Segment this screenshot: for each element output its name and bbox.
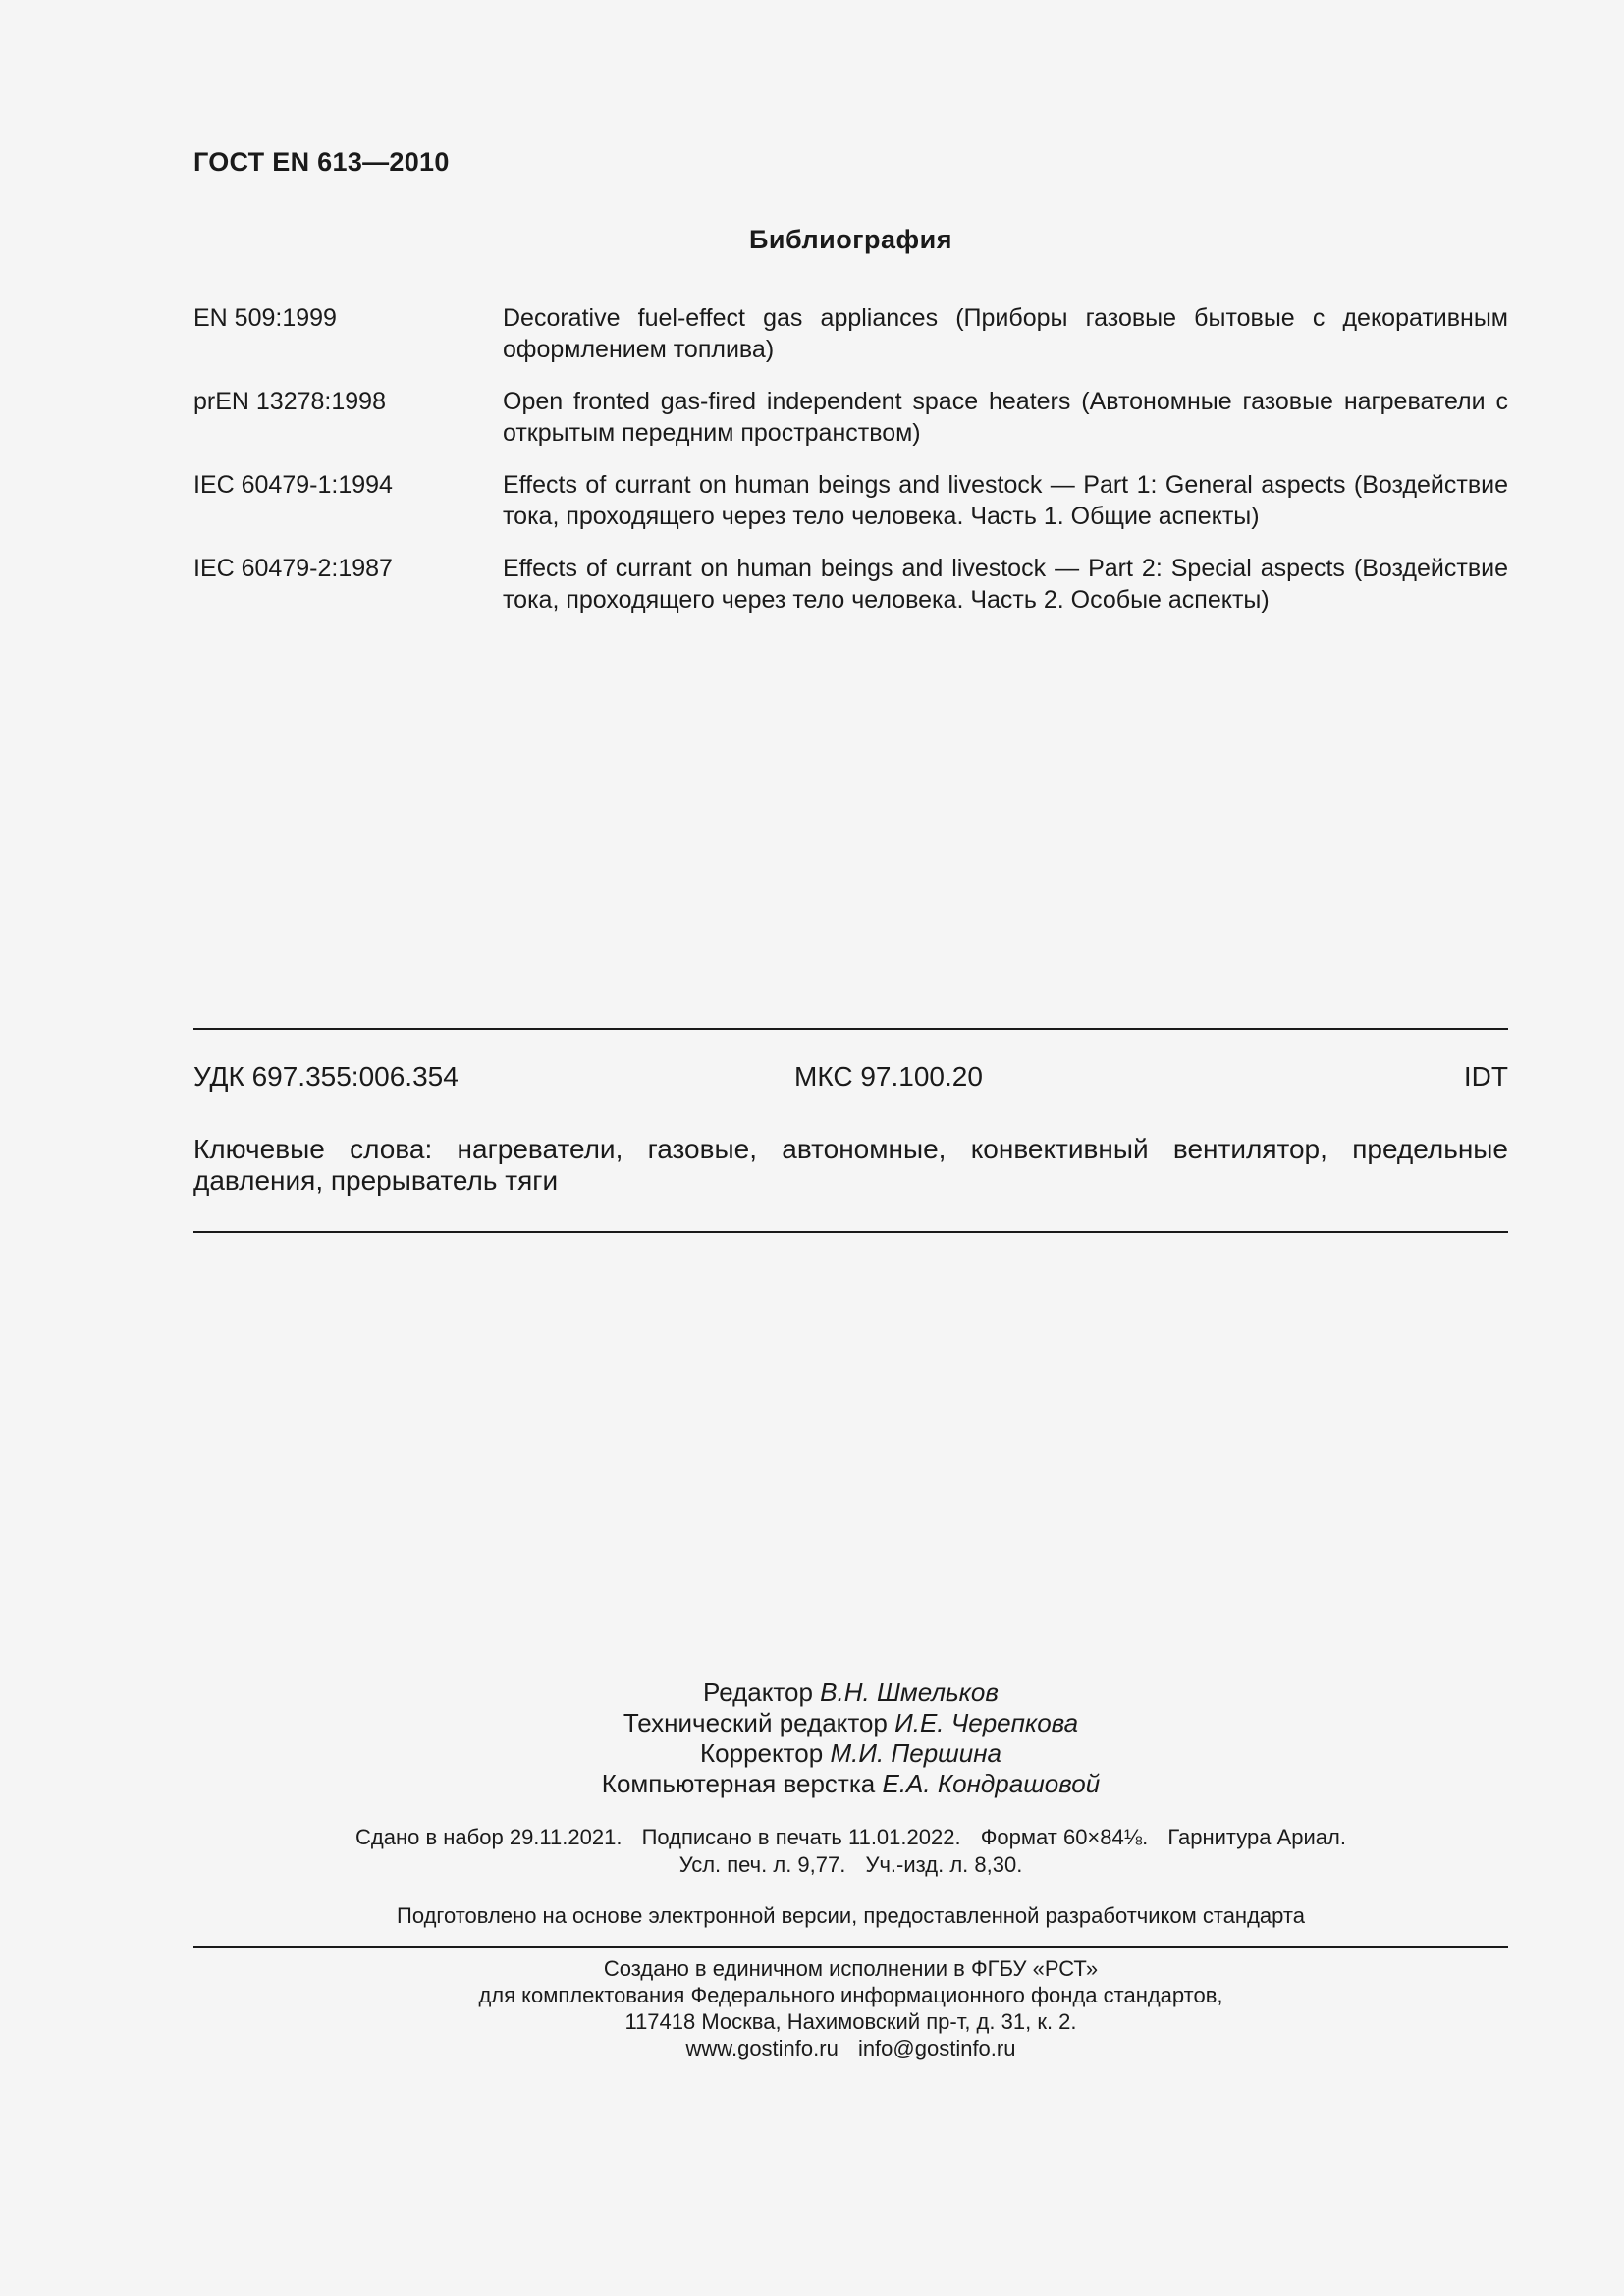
credit-role: Технический редактор xyxy=(623,1708,888,1737)
credit-role: Корректор xyxy=(700,1738,824,1768)
bibliography-code: IEC 60479-1:1994 xyxy=(193,471,393,499)
classification-row xyxy=(193,1060,1508,1094)
imprint-format: Формат 60×84⅛. xyxy=(980,1825,1149,1849)
imprint-block xyxy=(193,1824,1508,1879)
keywords-bottom-rule xyxy=(193,1231,1508,1233)
bibliography-code: IEC 60479-2:1987 xyxy=(193,555,393,582)
bibliography-entry-title: Open fronted gas-fired independent space heaters (Автономные газовые нагреватели с открытым передним пространством) xyxy=(503,388,1508,447)
imprint-print-sheets: Усл. печ. л. 9,77. xyxy=(678,1852,846,1877)
bibliography-code: prEN 13278:1998 xyxy=(193,388,386,415)
prepared-note: Подготовлено на основе электронной версии, предоставленной разработчиком стандарта xyxy=(397,1903,1305,1928)
imprint-submitted: Сдано в набор 29.11.2021. xyxy=(355,1825,623,1849)
bibliography-code: EN 509:1999 xyxy=(193,304,337,332)
document-code: ГОСТ EN 613—2010 xyxy=(193,147,450,177)
keywords: Ключевые слова: нагреватели, газовые, автономные, конвективный вентилятор, предельные давления, прерыватель тяги xyxy=(193,1134,1508,1196)
credit-line xyxy=(193,1769,1508,1799)
footer-website-link[interactable]: www.gostinfo.ru xyxy=(685,2036,839,2060)
imprint-font: Гарнитура Ариал. xyxy=(1167,1825,1346,1849)
bibliography-entry-title: Effects of currant on human beings and livestock — Part 2: Special aspects (Воздействие тока, проходящего через тело человека. Часть 2. Особые аспекты) xyxy=(503,555,1508,614)
footer-contacts xyxy=(193,2035,1508,2061)
imprint-publ-sheets: Уч.-изд. л. 8,30. xyxy=(865,1852,1023,1877)
credits-block xyxy=(193,1678,1508,1799)
credit-name: В.Н. Шмельков xyxy=(820,1678,999,1707)
bibliography-entry xyxy=(193,302,1508,365)
bibliography-entry xyxy=(193,469,1508,532)
imprint-line xyxy=(193,1851,1508,1879)
imprint-line xyxy=(193,1824,1508,1851)
bibliography-entry-title: Decorative fuel-effect gas appliances (Приборы газовые бытовые с декоративным оформлением топлива) xyxy=(503,304,1508,363)
mks-code: МКС 97.100.20 xyxy=(794,1061,983,1092)
idt-label: IDT xyxy=(1463,1061,1508,1092)
bibliography-entry xyxy=(193,386,1508,449)
imprint-signed: Подписано в печать 11.01.2022. xyxy=(641,1825,961,1849)
bibliography-entry xyxy=(193,553,1508,615)
credit-role: Компьютерная верстка xyxy=(601,1769,876,1798)
credit-role: Редактор xyxy=(703,1678,813,1707)
footer-email-link[interactable]: info@gostinfo.ru xyxy=(857,2036,1016,2060)
footer-line: 117418 Москва, Нахимовский пр-т, д. 31, к. 2. xyxy=(624,2009,1077,2034)
udk-code: УДК 697.355:006.354 xyxy=(193,1061,459,1092)
bibliography-title: Библиография xyxy=(749,225,952,254)
credit-name: И.Е. Черепкова xyxy=(894,1708,1079,1737)
footer-line: для комплектования Федерального информационного фонда стандартов, xyxy=(478,1983,1223,2007)
credit-line xyxy=(193,1738,1508,1769)
bibliography-entry-title: Effects of currant on human beings and livestock — Part 1: General aspects (Воздействие тока, проходящего через тело человека. Часть 1. Общие аспекты) xyxy=(503,471,1508,530)
footer-rule xyxy=(193,1946,1508,1948)
credit-line xyxy=(193,1708,1508,1738)
credit-name: М.И. Першина xyxy=(830,1738,1001,1768)
footer-line: Создано в единичном исполнении в ФГБУ «РСТ» xyxy=(603,1956,1099,1981)
bibliography-list xyxy=(193,302,1508,636)
footer-block xyxy=(193,1955,1508,2061)
classification-top-rule xyxy=(193,1028,1508,1030)
credit-name: Е.А. Кондрашовой xyxy=(882,1769,1101,1798)
credit-line xyxy=(193,1678,1508,1708)
